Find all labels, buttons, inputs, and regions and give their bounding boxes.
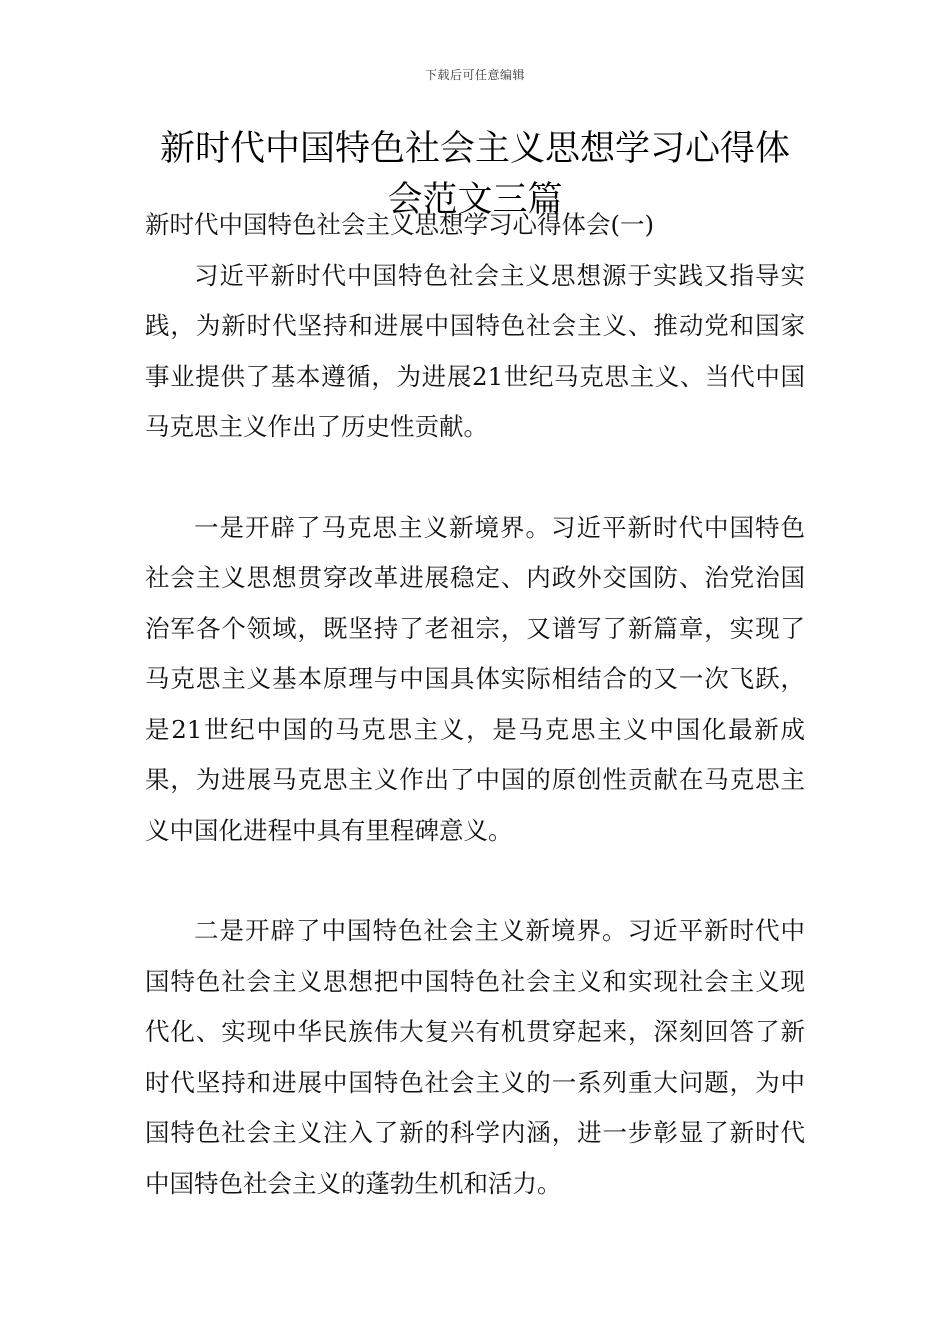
section-subtitle: 新时代中国特色社会主义思想学习心得体会(一): [145, 210, 655, 239]
paragraph-1: 习近平新时代中国特色社会主义思想源于实践又指导实践，为新时代坚持和进展中国特色社会主义、推动党和国家事业提供了基本遵循，为进展21世纪马克思主义、当代中国马克思主义作出了历史性贡献。: [145, 260, 805, 441]
paragraph-2: 一是开辟了马克思主义新境界。习近平新时代中国特色社会主义思想贯穿改革进展稳定、内政外交国防、治党治国治军各个领域，既坚持了老祖宗，又谱写了新篇章，实现了马克思主义基本原理与中国具体实际相结合的又一次飞跃，是21世纪中国的马克思主义，是马克思主义中国化最新成果，为进展马克思主义作出了中国的原创性贡献在马克思主义中国化进程中具有里程碑意义。: [145, 512, 805, 845]
document-body: [145, 200, 805, 1259]
paragraph-3: 二是开辟了中国特色社会主义新境界。习近平新时代中国特色社会主义思想把中国特色社会主义和实现社会主义现代化、实现中华民族伟大复兴有机贯穿起来，深刻回答了新时代坚持和进展中国特色社会主义的一系列重大问题，为中国特色社会主义注入了新的科学内涵，进一步彰显了新时代中国特色社会主义的蓬勃生机和活力。: [145, 916, 805, 1198]
header-note: 下载后可任意编辑: [424, 68, 525, 82]
document-title: 新时代中国特色社会主义思想学习心得体会范文三篇: [159, 129, 790, 220]
